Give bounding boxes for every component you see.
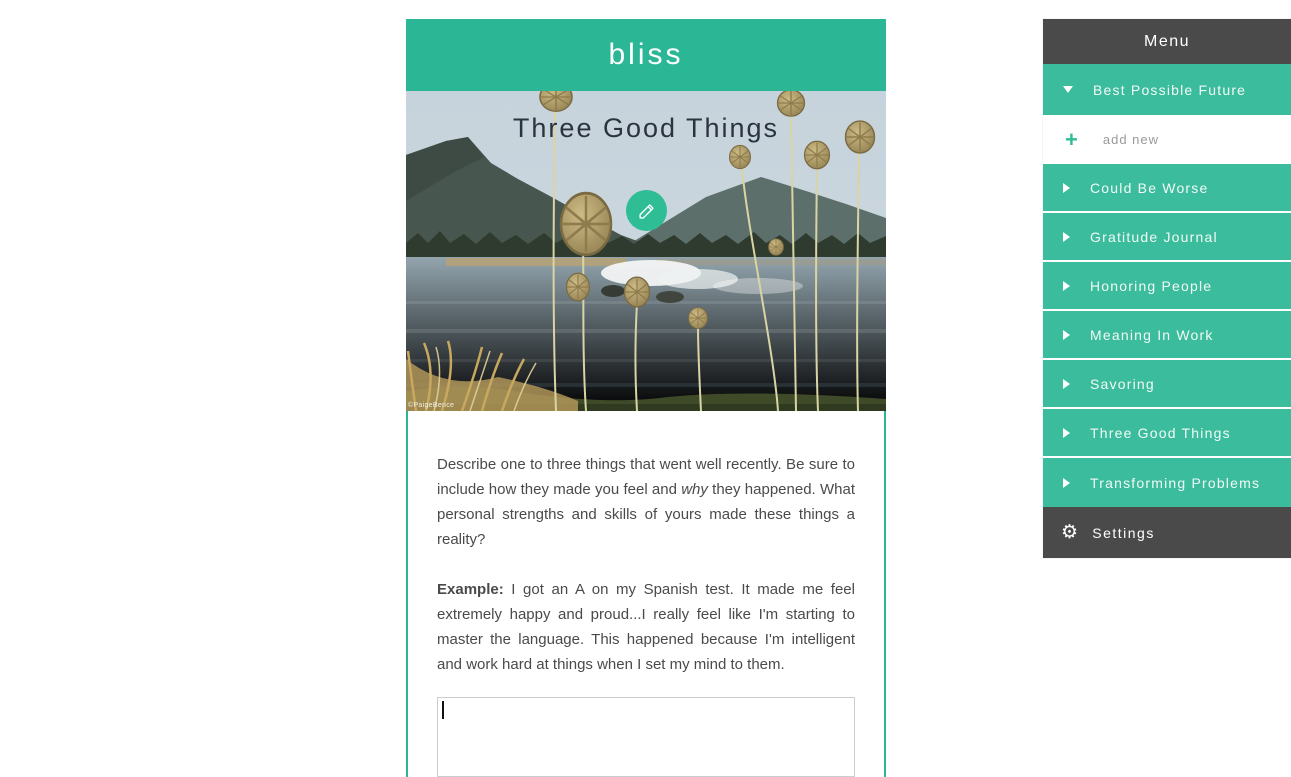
sidebar-item-transforming-problems[interactable]: Transforming Problems xyxy=(1043,458,1291,507)
caret-right-icon xyxy=(1063,330,1070,340)
italic-word: why xyxy=(681,481,708,498)
text-cursor xyxy=(442,701,444,719)
caret-right-icon xyxy=(1063,183,1070,193)
entry-textarea[interactable] xyxy=(437,697,855,777)
example-paragraph: Example: I got an A on my Spanish test. It made me feel extremely happy and proud...I really feel like I'm starting to master the language. This happened because I'm intelligent and work hard at things when I set my mind to them. xyxy=(437,581,855,673)
caret-down-icon xyxy=(1063,86,1073,93)
plus-icon: + xyxy=(1065,126,1079,152)
caret-right-icon xyxy=(1063,379,1070,389)
sidebar-item-gratitude-journal[interactable]: Gratitude Journal xyxy=(1043,213,1291,262)
edit-button[interactable] xyxy=(626,190,667,231)
caret-right-icon xyxy=(1063,428,1070,438)
caret-right-icon xyxy=(1063,232,1070,242)
add-new-button[interactable]: + add new xyxy=(1043,115,1291,164)
menu-title: Menu xyxy=(1043,19,1291,64)
sidebar-item-three-good-things[interactable]: Three Good Things xyxy=(1043,409,1291,458)
sidebar-item-best-possible-future[interactable]: Best Possible Future xyxy=(1043,64,1291,115)
sidebar-menu xyxy=(1043,19,1291,558)
caret-right-icon xyxy=(1063,478,1070,488)
entry-wrapper xyxy=(437,697,855,777)
app-title: bliss xyxy=(608,38,684,71)
app-header xyxy=(406,19,886,91)
sidebar-item-meaning-in-work[interactable]: Meaning In Work xyxy=(1043,311,1291,360)
gear-icon: ⚙ xyxy=(1061,521,1080,543)
sidebar-item-savoring[interactable]: Savoring xyxy=(1043,360,1291,409)
sidebar-item-honoring-people[interactable]: Honoring People xyxy=(1043,262,1291,311)
caret-right-icon xyxy=(1063,281,1070,291)
pencil-icon xyxy=(636,200,658,222)
hero-image xyxy=(406,91,886,411)
exercise-card xyxy=(406,19,886,777)
sidebar-item-settings[interactable]: ⚙ Settings xyxy=(1043,507,1291,558)
exercise-title: Three Good Things xyxy=(512,113,780,143)
intro-paragraph: Describe one to three things that went well recently. Be sure to include how they made you feel and why they happened. What personal strengths and skills of yours made these things a reality? xyxy=(437,456,855,548)
photo-credit: ©PaigeBence xyxy=(408,402,455,409)
exercise-body xyxy=(406,411,886,777)
example-label: Example: xyxy=(437,581,504,598)
sidebar-item-could-be-worse[interactable]: Could Be Worse xyxy=(1043,164,1291,213)
